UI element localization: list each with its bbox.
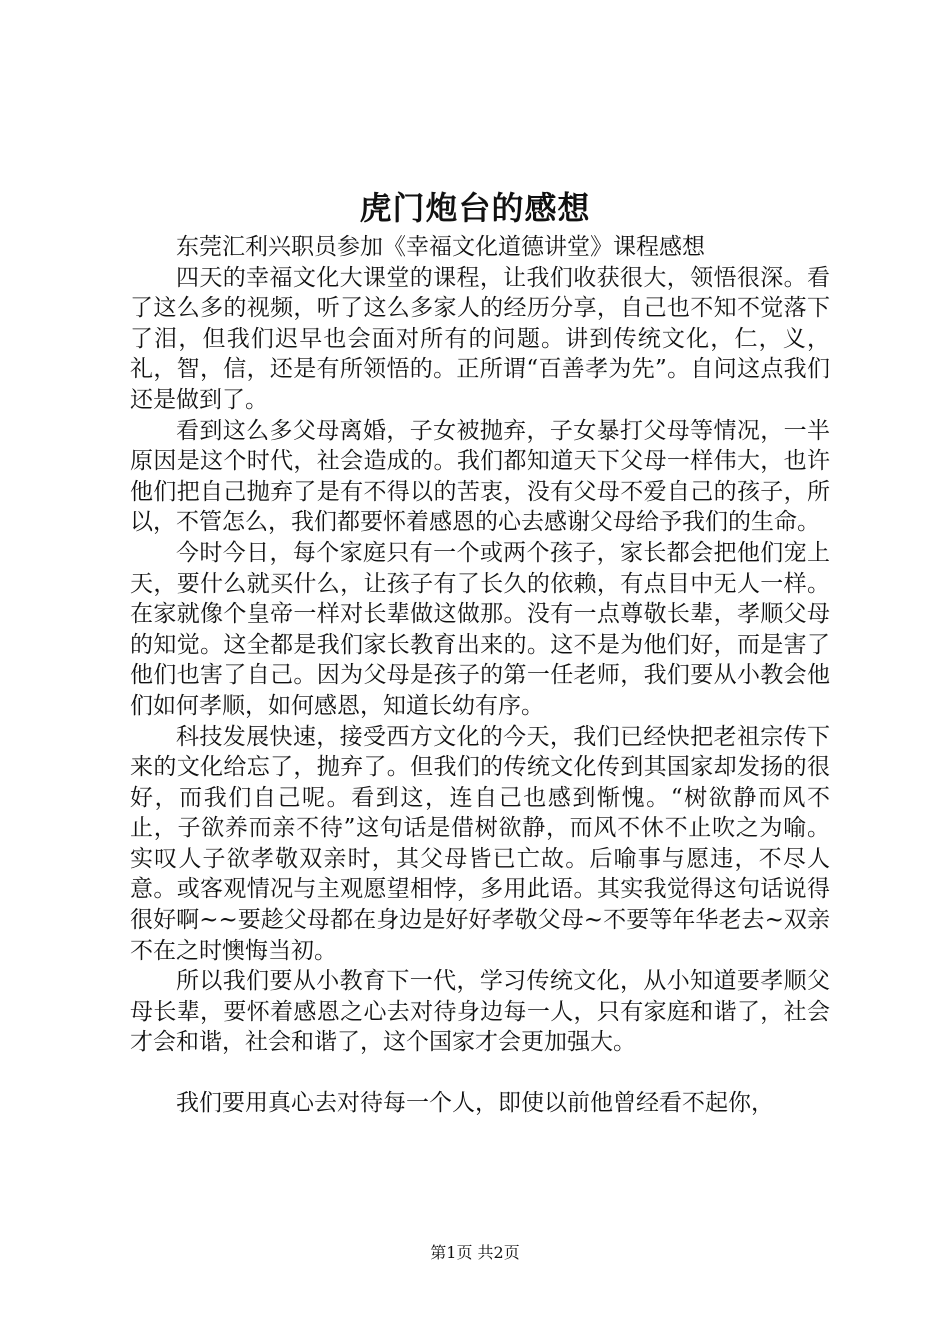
body-paragraph: 四天的幸福文化大课堂的课程，让我们收获很大，领悟很深。看了这么多的视频，听了这么多家人的经历分享，自己也不知不觉落下了泪，但我们迟早也会面对所有的问题。讲到传统文化，仁，义，礼，智，信，还是有所领悟的。正所谓“百善孝为先”。自问这点我们还是做到了。: [130, 264, 830, 413]
subtitle-paragraph: 东莞汇利兴职员参加《幸福文化道德讲堂》课程感想: [176, 234, 705, 260]
body-paragraph: 科技发展快速，接受西方文化的今天，我们已经快把老祖宗传下来的文化给忘了，抛弃了。但我们的传统文化传到其国家却发扬的很好，而我们自己呢。看到这，连自己也感到惭愧。“树欲静而风不止，子欲养而亲不待”这句话是借树欲静，而风不休不止吹之为喻。实叹人子欲孝敬双亲时，其父母皆已亡故。后喻事与愿违，不尽人意。或客观情况与主观愿望相悖，多用此语。其实我觉得这句话说得很好啊~~要趁父母都在身边是好好孝敬父母~不要等年华老去~双亲不在之时懊悔当初。: [130, 723, 830, 964]
body-paragraph: 今时今日，每个家庭只有一个或两个孩子，家长都会把他们宠上天，要什么就买什么，让孩子有了长久的依赖，有点目中无人一样。在家就像个皇帝一样对长辈做这做那。没有一点尊敬长辈，孝顺父母的知觉。这全都是我们家长教育出来的。这不是为他们好，而是害了他们也害了自己。因为父母是孩子的第一任老师，我们要从小教会他们如何孝顺，如何感恩，知道长幼有序。: [130, 539, 830, 719]
page-footer: 第1页 共2页: [430, 1243, 520, 1262]
document-body: [130, 232, 830, 1119]
body-paragraph: 我们要用真心去对待每一个人，即使以前他曾经看不起你，: [176, 1090, 774, 1117]
body-paragraph: 所以我们要从小教育下一代，学习传统文化，从小知道要孝顺父母长辈，要怀着感恩之心去对待身边每一人，只有家庭和谐了，社会才会和谐，社会和谐了，这个国家才会更加强大。: [130, 968, 830, 1056]
document-title: 虎门炮台的感想: [359, 189, 591, 227]
body-paragraph: 看到这么多父母离婚，子女被抛弃，子女暴打父母等情况，一半原因是这个时代，社会造成的。我们都知道天下父母一样伟大，也许他们把自己抛弃了是有不得以的苦衷，没有父母不爱自己的孩子，所以，不管怎么，我们都要怀着感恩的心去感谢父母给予我们的生命。: [130, 417, 830, 536]
